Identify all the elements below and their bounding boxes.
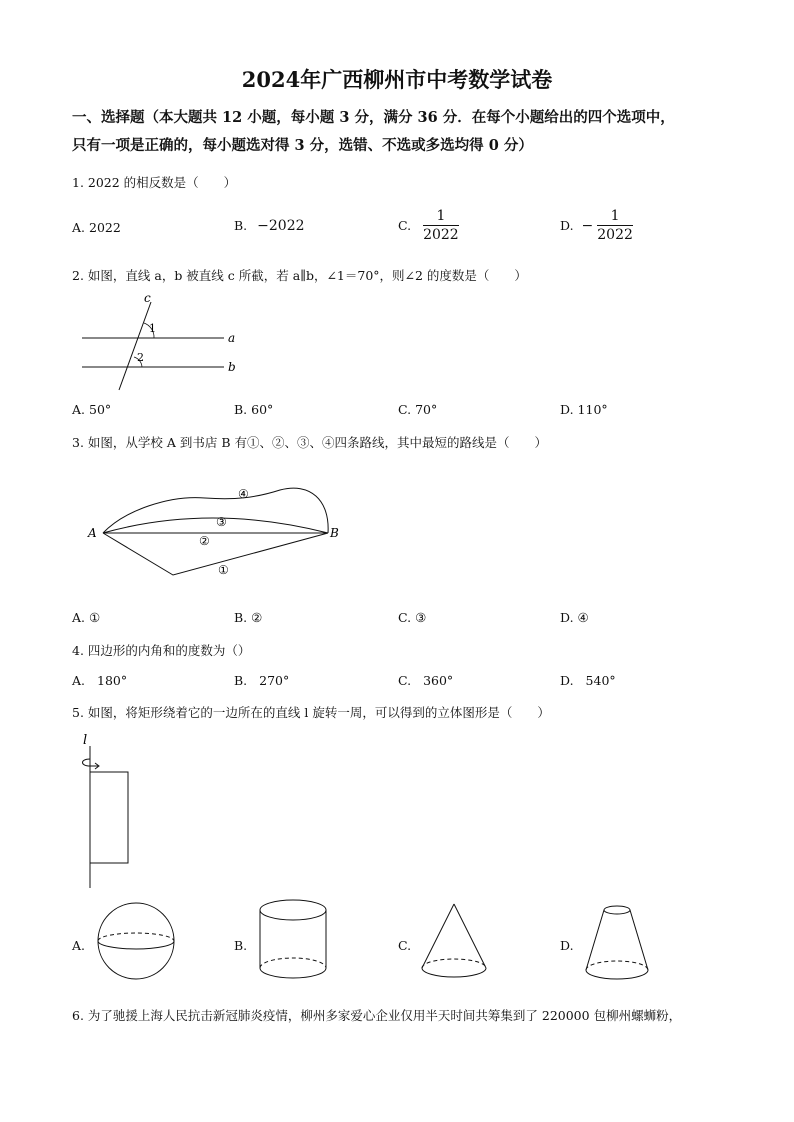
q2-option-a — [72, 402, 111, 417]
label-1: 1 — [149, 322, 156, 335]
q2-option-d — [560, 402, 608, 417]
option-text: ③ — [415, 610, 427, 625]
question-1-stem: 1. 2022 的相反数是（ ） — [72, 175, 237, 190]
fraction-numerator: 1 — [423, 208, 459, 226]
fraction — [423, 208, 459, 243]
option-text: 110° — [577, 402, 608, 417]
q5-option-d — [560, 938, 574, 953]
label-route-1: ① — [218, 563, 229, 577]
section-heading — [72, 104, 675, 160]
q2-option-c — [398, 402, 437, 417]
option-text: ① — [89, 610, 101, 625]
option-label: D. — [560, 610, 574, 625]
q5-option-b — [234, 938, 247, 953]
question-4-stem: 4. 四边形的内角和的度数为（） — [72, 643, 251, 658]
q1-option-c — [398, 208, 459, 243]
fraction-numerator: 1 — [597, 208, 633, 226]
fraction — [597, 208, 633, 243]
option-label: C. — [398, 402, 412, 417]
parallel-lines-figure — [72, 290, 252, 395]
line-c — [119, 302, 151, 390]
page-title: 2024年广西柳州市中考数学试卷 — [241, 67, 553, 92]
question-2-stem: 2. 如图，直线 a，b 被直线 c 所截，若 a∥b，∠1＝70°，则∠2 的度数是（ ） — [72, 268, 527, 283]
route-1 — [103, 533, 328, 575]
option-text: 50° — [89, 402, 112, 417]
q3-option-b — [234, 610, 262, 625]
option-label: A. — [72, 402, 86, 417]
q4-option-b — [234, 673, 289, 688]
section-heading-line2: 只有一项是正确的，每小题选对得 3 分，选错、不选或多选均得 0 分） — [72, 137, 533, 154]
q1-option-a — [72, 220, 121, 235]
label-b: b — [228, 360, 236, 374]
option-label: A. — [72, 610, 86, 625]
option-label: B. — [234, 673, 248, 688]
label-2: 2 — [137, 351, 144, 364]
option-label: C. — [398, 218, 412, 233]
label-route-4: ④ — [238, 487, 249, 501]
q3-option-d — [560, 610, 589, 625]
rectangle — [90, 772, 128, 863]
option-text: 180° — [97, 673, 128, 688]
option-label: C. — [398, 610, 412, 625]
cylinder-icon — [256, 896, 330, 982]
option-label: B. — [234, 218, 248, 233]
option-label: D. — [560, 218, 574, 233]
option-text: 270° — [259, 673, 290, 688]
label-c: c — [144, 291, 151, 305]
label-a-school: A — [88, 526, 97, 540]
option-label: B. — [234, 938, 248, 953]
option-text: 360° — [423, 673, 454, 688]
section-heading-line1: 一、选择题（本大题共 12 小题，每小题 3 分，满分 36 分．在每个小题给出的四个选项中， — [72, 109, 675, 126]
option-text: 60° — [251, 402, 274, 417]
option-text: 2022 — [89, 220, 121, 235]
label-route-2: ② — [199, 534, 210, 548]
option-text: 540° — [585, 673, 616, 688]
option-label: D. — [560, 402, 574, 417]
option-label: D. — [560, 938, 574, 953]
q5-option-a — [72, 938, 85, 953]
option-label: A. — [72, 220, 86, 235]
q5-option-c — [398, 938, 411, 953]
question-5-stem: 5. 如图，将矩形绕着它的一边所在的直线 l 旋转一周，可以得到的立体图形是（ ） — [72, 705, 550, 720]
option-label: D. — [560, 673, 574, 688]
frustum-icon — [582, 900, 652, 984]
option-label: A. — [72, 673, 86, 688]
cone-icon — [418, 900, 490, 982]
option-label: A. — [72, 938, 86, 953]
sphere-icon — [95, 900, 177, 982]
q1-option-b — [234, 218, 305, 234]
rotation-rectangle-figure — [72, 728, 142, 890]
q2-option-b — [234, 402, 273, 417]
question-6-stem: 6. 为了驰援上海人民抗击新冠肺炎疫情，柳州多家爱心企业仅用半天时间共筹集到了 220000 包柳州螺蛳粉， — [72, 1008, 682, 1023]
label-l: l — [83, 733, 88, 748]
q4-option-a — [72, 673, 127, 688]
q3-option-c — [398, 610, 426, 625]
fraction-denominator: 2022 — [423, 227, 459, 243]
option-label: C. — [398, 938, 412, 953]
option-text: 70° — [415, 402, 438, 417]
question-3-stem: 3. 如图，从学校 A 到书店 B 有①、②、③、④四条路线，其中最短的路线是（ ） — [72, 435, 548, 450]
label-a: a — [228, 331, 236, 345]
q4-option-c — [398, 673, 453, 688]
q4-option-d — [560, 673, 616, 688]
q1-option-d — [560, 208, 633, 243]
option-label: B. — [234, 610, 248, 625]
option-label: C. — [398, 673, 412, 688]
option-label: B. — [234, 402, 248, 417]
label-b-bookstore: B — [330, 526, 339, 540]
minus-sign: − — [581, 217, 594, 234]
option-text: −2022 — [257, 218, 305, 234]
q3-option-a — [72, 610, 100, 625]
routes-figure — [80, 470, 350, 585]
fraction-denominator: 2022 — [597, 227, 633, 243]
option-text: ② — [251, 610, 263, 625]
option-text: ④ — [577, 610, 589, 625]
label-route-3: ③ — [216, 515, 227, 529]
